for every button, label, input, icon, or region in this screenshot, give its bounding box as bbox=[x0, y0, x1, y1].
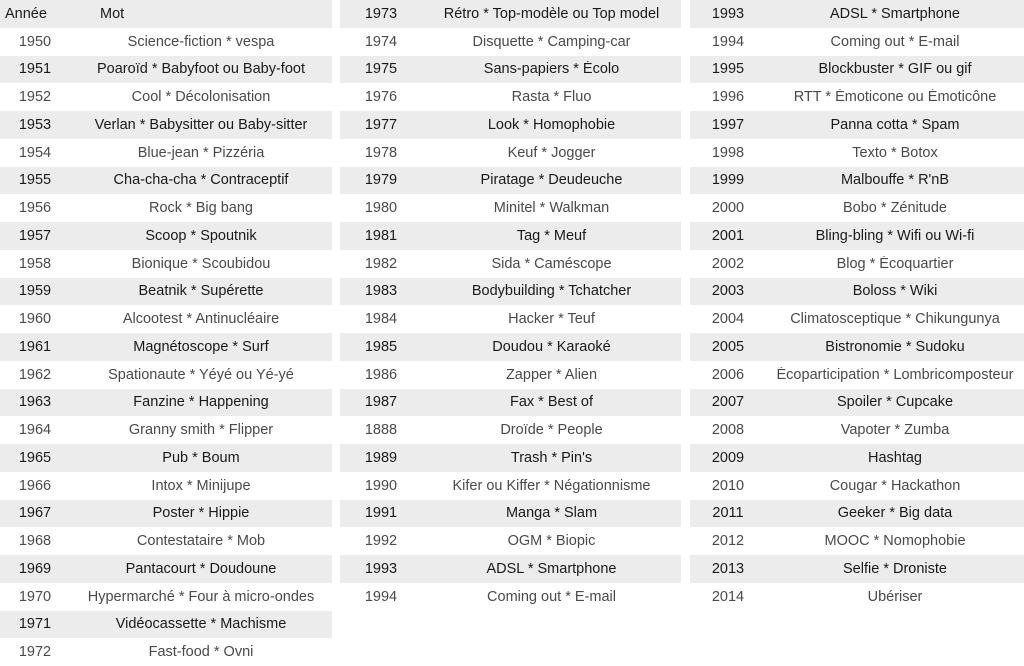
row-word: Poaroïd * Babyfoot ou Baby-foot bbox=[97, 61, 305, 78]
row-word: Hypermarché * Four à micro-ondes bbox=[87, 588, 315, 605]
row-word: Disquette * Camping-car bbox=[472, 33, 631, 50]
table-row bbox=[690, 527, 1024, 555]
table-row bbox=[690, 305, 1024, 333]
table-row bbox=[690, 361, 1024, 389]
row-word: Geeker * Big data bbox=[837, 505, 953, 522]
row-word: OGM * Biopic bbox=[507, 533, 596, 550]
table-row bbox=[340, 222, 681, 250]
row-word: ADSL * Smartphone bbox=[486, 560, 617, 577]
row-year: 1965 bbox=[18, 449, 52, 466]
row-year: 1993 bbox=[364, 560, 398, 577]
row-word: Sans-papiers * Écolo bbox=[483, 61, 620, 78]
row-word: Coming out * E-mail bbox=[830, 33, 960, 50]
row-year: 1973 bbox=[364, 5, 398, 22]
table-row bbox=[0, 472, 332, 500]
row-year: 1964 bbox=[18, 422, 52, 439]
row-word: Hashtag bbox=[867, 449, 922, 466]
row-year: 1991 bbox=[364, 505, 398, 522]
row-year: 1983 bbox=[364, 283, 398, 300]
row-word: Rétro * Top-modèle ou Top model bbox=[443, 5, 660, 22]
table-row bbox=[690, 472, 1024, 500]
row-word: Rasta * Fluo bbox=[511, 89, 592, 106]
row-word: Cha-cha-cha * Contraceptif bbox=[113, 172, 289, 189]
row-word: Panna cotta * Spam bbox=[830, 116, 960, 133]
table-row bbox=[340, 361, 681, 389]
row-year: 1998 bbox=[711, 144, 745, 161]
header-word: Mot bbox=[100, 5, 125, 22]
table-row bbox=[340, 416, 681, 444]
row-word: RTT * Émoticone ou Émoticône bbox=[793, 89, 997, 106]
row-word: Droïde * People bbox=[500, 422, 603, 439]
row-year: 2001 bbox=[711, 227, 745, 244]
row-word: Sida * Caméscope bbox=[491, 255, 612, 272]
row-year: 1960 bbox=[18, 311, 52, 328]
row-year: 1989 bbox=[364, 449, 398, 466]
row-word: Bistronomie * Sudoku bbox=[825, 338, 965, 355]
table-row bbox=[0, 555, 332, 583]
row-word: Contestataire * Mob bbox=[136, 533, 266, 550]
row-word: Blue-jean * Pizzéria bbox=[137, 144, 265, 161]
row-word: Bling-bling * Wifi ou Wi-fi bbox=[815, 227, 975, 244]
row-word: Spoiler * Cupcake bbox=[836, 394, 954, 411]
row-word: Coming out * E-mail bbox=[487, 588, 616, 605]
row-year: 1977 bbox=[364, 116, 398, 133]
row-word: Beatnik * Supérette bbox=[138, 283, 264, 300]
row-year: 1955 bbox=[18, 172, 52, 189]
row-year: 1956 bbox=[18, 200, 52, 217]
table-row bbox=[0, 333, 332, 361]
row-word: Bionique * Scoubidou bbox=[131, 255, 271, 272]
row-word: Écoparticipation * Lombricomposteur bbox=[776, 366, 1014, 383]
row-word: Doudou * Karaoké bbox=[492, 338, 611, 355]
table-row bbox=[690, 194, 1024, 222]
table-row bbox=[340, 111, 681, 139]
row-word: Hacker * Teuf bbox=[508, 311, 595, 328]
table-row bbox=[340, 83, 681, 111]
row-year: 1996 bbox=[711, 89, 745, 106]
row-word: Zapper * Alien bbox=[505, 366, 598, 383]
table-column-2 bbox=[340, 0, 681, 611]
table-row bbox=[340, 583, 681, 611]
row-word: Fast-food * Ovni bbox=[148, 644, 254, 661]
row-year: 1994 bbox=[711, 33, 745, 50]
table-row bbox=[340, 444, 681, 472]
row-word: Selfie * Droniste bbox=[843, 560, 947, 577]
table-row bbox=[0, 250, 332, 278]
table-row bbox=[0, 638, 332, 666]
table-row bbox=[340, 555, 681, 583]
table-row bbox=[0, 305, 332, 333]
table-row bbox=[340, 250, 681, 278]
table-row bbox=[340, 167, 681, 195]
row-year: 1974 bbox=[364, 33, 398, 50]
row-word: Piratage * Deudeuche bbox=[480, 172, 623, 189]
table-column-3 bbox=[690, 0, 1024, 611]
row-word: Bodybuilding * Tchatcher bbox=[471, 283, 632, 300]
row-word: Texto * Botox bbox=[852, 144, 938, 161]
row-word: Kifer ou Kiffer * Négationnisme bbox=[452, 477, 651, 494]
row-word: Minitel * Walkman bbox=[493, 200, 610, 217]
table-row bbox=[340, 305, 681, 333]
row-year: 1958 bbox=[18, 255, 52, 272]
table-row bbox=[0, 111, 332, 139]
table-row bbox=[690, 56, 1024, 84]
row-word: Scoop * Spoutnik bbox=[145, 227, 257, 244]
row-word: Cool * Décolonisation bbox=[131, 89, 271, 106]
row-year: 2002 bbox=[711, 255, 745, 272]
table-row bbox=[340, 333, 681, 361]
table-row bbox=[690, 555, 1024, 583]
table-row bbox=[690, 167, 1024, 195]
table-row bbox=[690, 333, 1024, 361]
table-row bbox=[0, 83, 332, 111]
header-year: Année bbox=[5, 5, 47, 22]
table-row bbox=[340, 500, 681, 528]
row-year: 1952 bbox=[18, 89, 52, 106]
table-row bbox=[340, 28, 681, 56]
row-year: 1953 bbox=[18, 116, 52, 133]
table-row bbox=[690, 583, 1024, 611]
table-row bbox=[0, 416, 332, 444]
table-row bbox=[0, 167, 332, 195]
row-year: 1954 bbox=[18, 144, 52, 161]
table-row bbox=[690, 500, 1024, 528]
row-word: Blog * Écoquartier bbox=[836, 255, 954, 272]
row-year: 1959 bbox=[18, 283, 52, 300]
row-word: Fax * Best of bbox=[509, 394, 593, 411]
table-row bbox=[0, 500, 332, 528]
row-year: 1993 bbox=[711, 5, 745, 22]
table-row bbox=[340, 194, 681, 222]
table-row bbox=[690, 0, 1024, 28]
row-year: 1985 bbox=[364, 338, 398, 355]
row-word: Manga * Slam bbox=[505, 505, 598, 522]
row-word: Boloss * Wiki bbox=[852, 283, 938, 300]
row-year: 1979 bbox=[364, 172, 398, 189]
table-row bbox=[0, 194, 332, 222]
row-year: 2010 bbox=[711, 477, 745, 494]
table-row bbox=[690, 111, 1024, 139]
row-word: ADSL * Smartphone bbox=[829, 5, 961, 22]
table-row bbox=[340, 527, 681, 555]
row-word: Verlan * Babysitter ou Baby-sitter bbox=[94, 116, 308, 133]
table-row bbox=[690, 389, 1024, 417]
row-year: 2014 bbox=[711, 588, 745, 605]
row-year: 2013 bbox=[711, 560, 745, 577]
table-row bbox=[340, 56, 681, 84]
table-row bbox=[690, 444, 1024, 472]
row-year: 1994 bbox=[364, 588, 398, 605]
table-row bbox=[0, 278, 332, 306]
row-year: 1963 bbox=[18, 394, 52, 411]
table-row bbox=[0, 28, 332, 56]
row-year: 1982 bbox=[364, 255, 398, 272]
row-year: 1981 bbox=[364, 227, 398, 244]
row-year: 2011 bbox=[712, 505, 744, 522]
row-year: 1972 bbox=[18, 644, 52, 661]
table-row bbox=[690, 416, 1024, 444]
row-year: 2004 bbox=[711, 311, 745, 328]
row-year: 1971 bbox=[18, 616, 52, 633]
row-year: 2006 bbox=[711, 366, 745, 383]
table-column-1 bbox=[0, 0, 332, 666]
row-year: 1967 bbox=[18, 505, 52, 522]
row-year: 1976 bbox=[364, 89, 398, 106]
row-year: 1997 bbox=[711, 116, 745, 133]
row-word: Vapoter * Zumba bbox=[840, 422, 950, 439]
row-year: 1961 bbox=[18, 338, 52, 355]
row-year: 1987 bbox=[364, 394, 398, 411]
row-word: Science-fiction * vespa bbox=[127, 33, 275, 50]
row-year: 1999 bbox=[711, 172, 745, 189]
row-word: Intox * Minijupe bbox=[151, 477, 251, 494]
row-year: 1966 bbox=[18, 477, 52, 494]
row-year: 2000 bbox=[711, 200, 745, 217]
table-row bbox=[340, 0, 681, 28]
table-row bbox=[690, 250, 1024, 278]
row-year: 2003 bbox=[711, 283, 745, 300]
row-word: Bobo * Zénitude bbox=[843, 200, 947, 217]
row-word: Keuf * Jogger bbox=[507, 144, 596, 161]
row-year: 2005 bbox=[711, 338, 745, 355]
row-year: 1990 bbox=[364, 477, 398, 494]
row-word: Trash * Pin's bbox=[510, 449, 593, 466]
row-year: 1970 bbox=[18, 588, 52, 605]
row-year: 1957 bbox=[18, 227, 52, 244]
row-word: Malbouffe * R'nB bbox=[840, 172, 950, 189]
row-word: Vidéocassette * Machisme bbox=[115, 616, 287, 633]
row-word: Magnétoscope * Surf bbox=[133, 338, 269, 355]
table-row bbox=[340, 139, 681, 167]
table-row bbox=[690, 28, 1024, 56]
row-year: 1980 bbox=[364, 200, 398, 217]
row-year: 1995 bbox=[711, 61, 745, 78]
table-row bbox=[0, 222, 332, 250]
row-word: Blockbuster * GIF ou gif bbox=[818, 61, 972, 78]
table-row bbox=[0, 361, 332, 389]
row-year: 1888 bbox=[364, 422, 398, 439]
row-word: MOOC * Nomophobie bbox=[824, 533, 966, 550]
row-year: 1968 bbox=[18, 533, 52, 550]
row-word: Granny smith * Flipper bbox=[128, 422, 274, 439]
table-row bbox=[340, 472, 681, 500]
row-year: 1950 bbox=[18, 33, 52, 50]
table-row bbox=[340, 278, 681, 306]
table-row bbox=[0, 583, 332, 611]
row-year: 1992 bbox=[364, 533, 398, 550]
table-row bbox=[0, 139, 332, 167]
table-row bbox=[0, 527, 332, 555]
row-word: Pantacourt * Doudoune bbox=[125, 560, 277, 577]
row-year: 1984 bbox=[364, 311, 398, 328]
table-header bbox=[0, 0, 332, 28]
row-year: 1951 bbox=[18, 61, 52, 78]
table-row bbox=[340, 389, 681, 417]
row-year: 1969 bbox=[18, 560, 52, 577]
row-year: 1986 bbox=[364, 366, 398, 383]
row-word: Fanzine * Happening bbox=[133, 394, 269, 411]
row-word: Climatosceptique * Chikungunya bbox=[790, 311, 1000, 328]
row-word: Look * Homophobie bbox=[487, 116, 616, 133]
table-row bbox=[690, 222, 1024, 250]
row-year: 1975 bbox=[364, 61, 398, 78]
row-year: 1978 bbox=[364, 144, 398, 161]
table-row bbox=[0, 611, 332, 639]
table-row bbox=[690, 139, 1024, 167]
row-word: Spationaute * Yéyé ou Yé-yé bbox=[108, 366, 294, 383]
row-year: 2009 bbox=[711, 449, 745, 466]
row-word: Cougar * Hackathon bbox=[829, 477, 961, 494]
row-word: Alcootest * Antinucléaire bbox=[122, 311, 280, 328]
row-year: 2012 bbox=[711, 533, 745, 550]
table-row bbox=[690, 83, 1024, 111]
row-word: Rock * Big bang bbox=[149, 200, 253, 217]
table-row bbox=[0, 389, 332, 417]
table-row bbox=[0, 56, 332, 84]
table-row bbox=[690, 278, 1024, 306]
row-word: Tag * Meuf bbox=[516, 227, 587, 244]
table-row bbox=[0, 444, 332, 472]
row-year: 1962 bbox=[18, 366, 52, 383]
row-word: Ubériser bbox=[867, 588, 923, 605]
row-year: 2008 bbox=[711, 422, 745, 439]
row-word: Poster * Hippie bbox=[152, 505, 250, 522]
row-year: 2007 bbox=[711, 394, 745, 411]
row-word: Pub * Boum bbox=[162, 449, 240, 466]
